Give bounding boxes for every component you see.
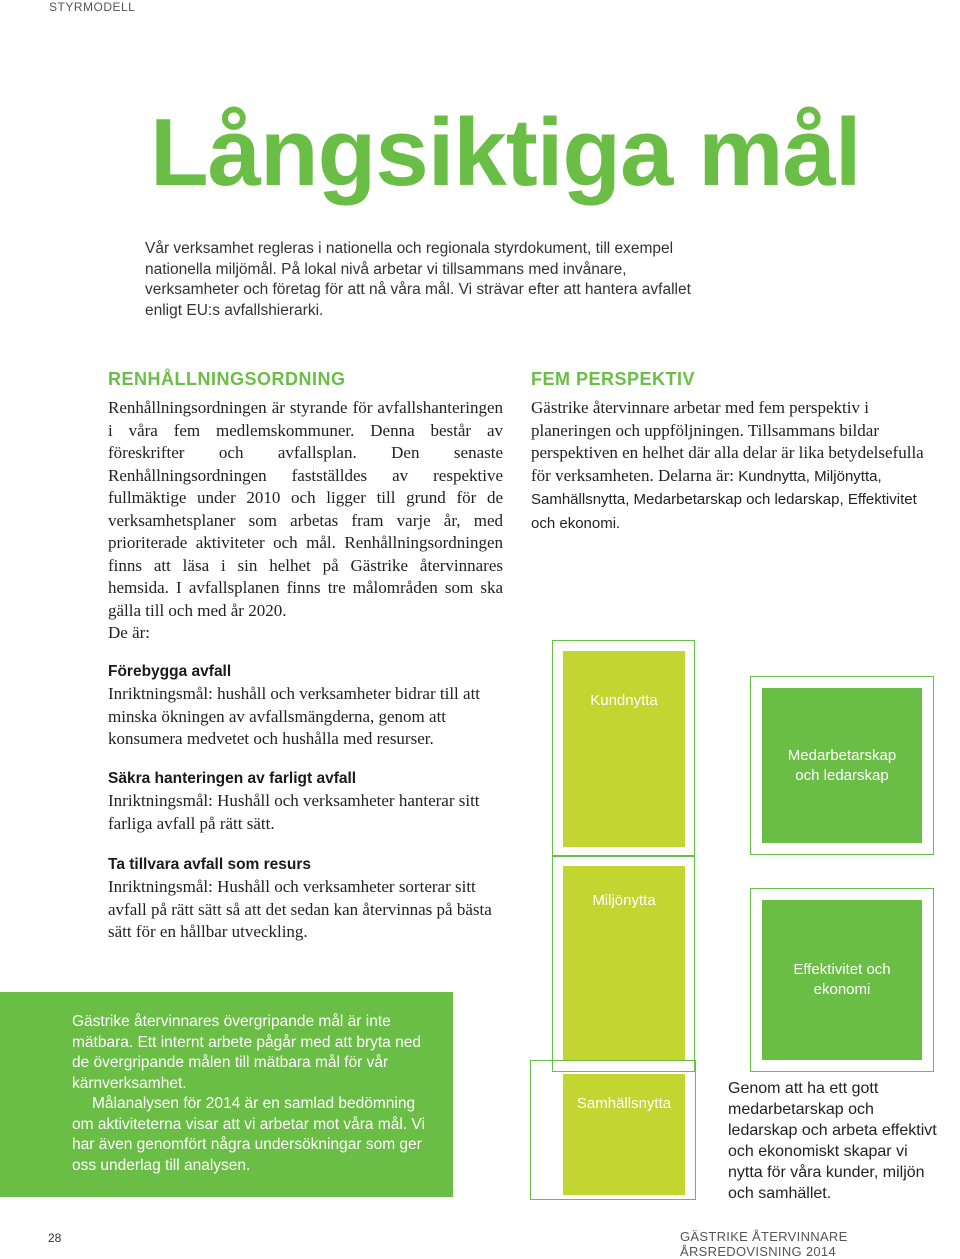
goal-3-text: Inriktningsmål: Hushåll och verksamheter sorterar sitt avfall på rätt sätt så att det sedan kan återvinnas på bästa sätt för en hållbar utveckling. <box>108 877 492 941</box>
label-effektivitet: Effektivitet och ekonomi <box>793 961 891 998</box>
goal-2-title: Säkra hanteringen av farligt avfall <box>108 770 357 787</box>
renhallning-body <box>108 397 503 645</box>
fem-body-sans: Kundnytta, Miljönytta, Samhällsnytta, Medarbetarskap och ledarskap, Effektivitet och ekonomi. <box>531 467 917 532</box>
goal-3-title: Ta tillvara avfall som resurs <box>108 856 312 873</box>
goal-1 <box>108 663 508 751</box>
panel-paragraph-2: Målanalysen för 2014 är en samlad bedömning om aktiviteterna visar att vi arbetar mot våra mål. Vi har även genomfört några undersökningar som ger oss underlag till analysen. <box>72 1095 425 1174</box>
publication-footer: GÄSTRIKE ÅTERVINNARE ÅRSREDOVISNING 2014 <box>680 1229 848 1259</box>
renhallning-heading: RENHÅLLNINGSORDNING <box>108 369 346 389</box>
label-miljonytta: Miljönytta <box>592 892 656 909</box>
label-kundnytta: Kundnytta <box>590 692 658 709</box>
panel-text <box>72 1012 432 1176</box>
label-medarbetarskap: Medarbetarskap och ledarskap <box>787 746 897 784</box>
renhallning-body-end: De är: <box>108 623 151 642</box>
page-number: 28 <box>48 1231 62 1245</box>
fem-body <box>531 397 931 535</box>
section-tag: STYRMODELL <box>49 0 136 14</box>
fem-heading: FEM PERSPEKTIV <box>531 369 696 389</box>
frame-effektivitet <box>750 888 934 1072</box>
goal-1-text: Inriktningsmål: hushåll och verksamheter bidrar till att minska ökningen av avfallsmängderna, genom att konsumera medvetet och hushålla med resurser. <box>108 684 481 748</box>
bottom-note: Genom att ha ett gott medarbetarskap och ledarskap och arbeta effektivt och ekonomiskt skapar vi nytta för våra kunder, miljön och samhället. <box>728 1080 937 1202</box>
goal-2-text: Inriktningsmål: Hushåll och verksamheter hanterar sitt farliga avfall på rätt sätt. <box>108 791 480 833</box>
frame-kundnytta <box>552 640 695 857</box>
goal-2 <box>108 770 508 835</box>
goal-3 <box>108 856 508 944</box>
fem-body-serif: Gästrike återvinnare arbetar med fem perspektiv i planeringen och uppföljningen. Tillsammans bildar perspektiven en helhet där alla delar är lika betydelsefulla för verksamheten. Delarna är: <box>531 398 924 485</box>
renhallning-body-text: Renhållningsordningen är styrande för avfallshanteringen i våra fem medlemskommuner. Denna består av föreskrifter och avfallsplan. Den senaste Renhållningsordningen fastställdes av respektive fullmäktige under 2010 och ligger till grund för de verksamhetsplaner som arbetas fram varje år, med prioriterade aktiviteter och mål. Renhållningsordningen finns att läsa i sin helhet på Gästrike återvinnares hemsida. I avfallsplanen finns tre målområden som ska gälla till och med år 2020. <box>108 398 503 620</box>
page-title: Långsiktiga mål <box>150 99 861 206</box>
goal-1-title: Förebygga avfall <box>108 663 232 680</box>
frame-samhallsnytta <box>530 1060 696 1200</box>
intro-paragraph: Vår verksamhet regleras i nationella och regionala styrdokument, till exempel nationella miljömål. På lokal nivå arbetar vi tillsammans med invånare, verksamheter och företag för att nå våra mål. Vi strävar efter att hantera avfallet enligt EU:s avfallshierarki. <box>145 240 691 319</box>
label-samhallsnytta: Samhällsnytta <box>576 1095 672 1112</box>
frame-medarbetarskap <box>750 676 934 855</box>
frame-miljonytta <box>552 855 695 1072</box>
panel-paragraph-1: Gästrike återvinnares övergripande mål är inte mätbara. Ett internt arbete pågår med att bryta ned de övergripande målen till mätbara mål för vår kärnverksamhet. <box>72 1013 421 1092</box>
